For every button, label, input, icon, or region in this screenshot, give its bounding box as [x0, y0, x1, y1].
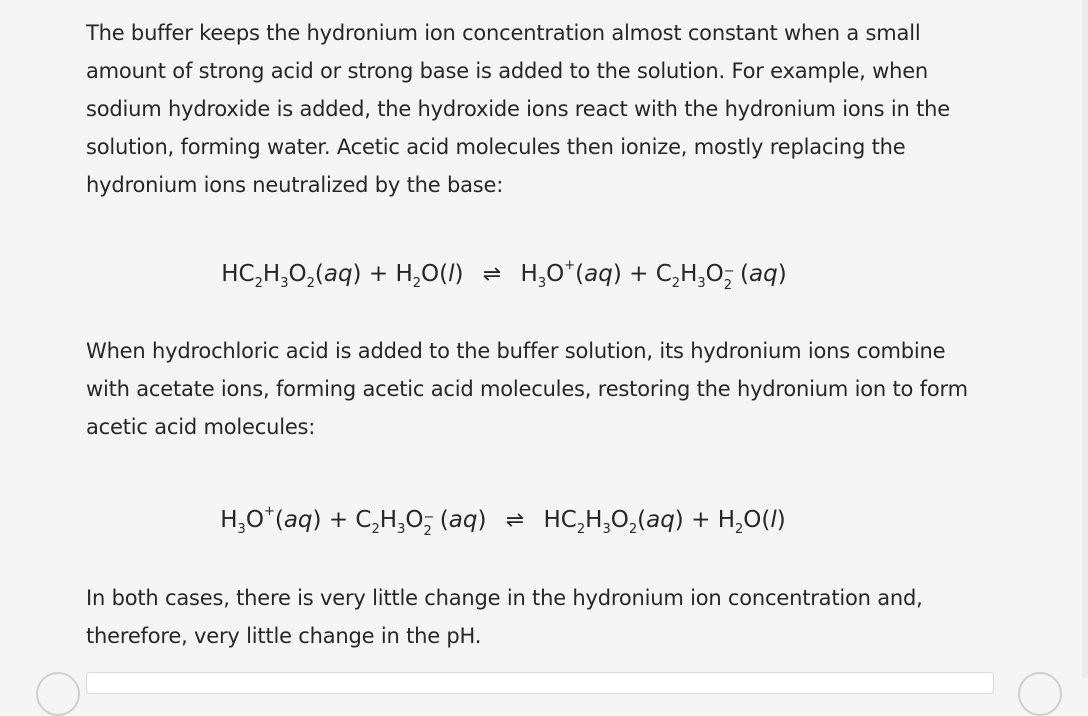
previous-nav-circle[interactable] — [36, 672, 80, 716]
plus-sign: + — [629, 261, 649, 287]
equilibrium-arrow-icon: ⇌ — [505, 508, 525, 533]
formula-acetic-acid: $HC_2H_3O_2(aq)$ — [221, 261, 362, 291]
scrollbar-track[interactable] — [1082, 0, 1088, 678]
formula-acetate: $C_2H_3O$ − 2 (aq) — [355, 507, 487, 539]
formula-water: $H_2O(l)$ — [717, 507, 786, 537]
equation-acetic-acid-ionization — [86, 254, 986, 295]
formula-hydronium: $H_3O^+(aq)$ — [520, 258, 622, 291]
formula-acetate: $C_2H_3O$ − 2 (aq) — [655, 261, 787, 293]
plus-sign: + — [691, 507, 711, 533]
paragraph-buffer-base: The buffer keeps the hydronium ion concentration almost constant when a small amount of strong acid or strong base is added to the solution. For example, when sodium hydroxide is added, the hydroxide ions react with the hydronium ions in the solution, forming water. Acetic acid molecules then ionize, mostly replacing the hydronium ions neutralized by the base: — [86, 21, 950, 197]
formula-hydronium: $H_3O^+(aq)$ — [220, 504, 322, 537]
plus-sign: + — [328, 507, 349, 533]
paragraph-conclusion: In both cases, there is very little change in the hydronium ion concentration and, therefore, very little change in the pH. — [86, 586, 923, 648]
formula-water: $H_2O(l)$ — [395, 261, 464, 291]
formula-acetic-acid: $HC_2H_3O_2(aq)$ — [543, 507, 684, 537]
next-content-card — [86, 672, 994, 694]
article-content — [86, 14, 986, 655]
equilibrium-arrow-icon: ⇌ — [482, 262, 502, 287]
equation-hydronium-acetate — [86, 500, 986, 541]
paragraph-buffer-acid: When hydrochloric acid is added to the buffer solution, its hydronium ions combine with acetate ions, forming acetic acid molecules, restoring the hydronium ion to form acetic acid molecules: — [86, 339, 968, 439]
next-nav-circle[interactable] — [1018, 672, 1062, 716]
plus-sign: + — [368, 261, 389, 287]
